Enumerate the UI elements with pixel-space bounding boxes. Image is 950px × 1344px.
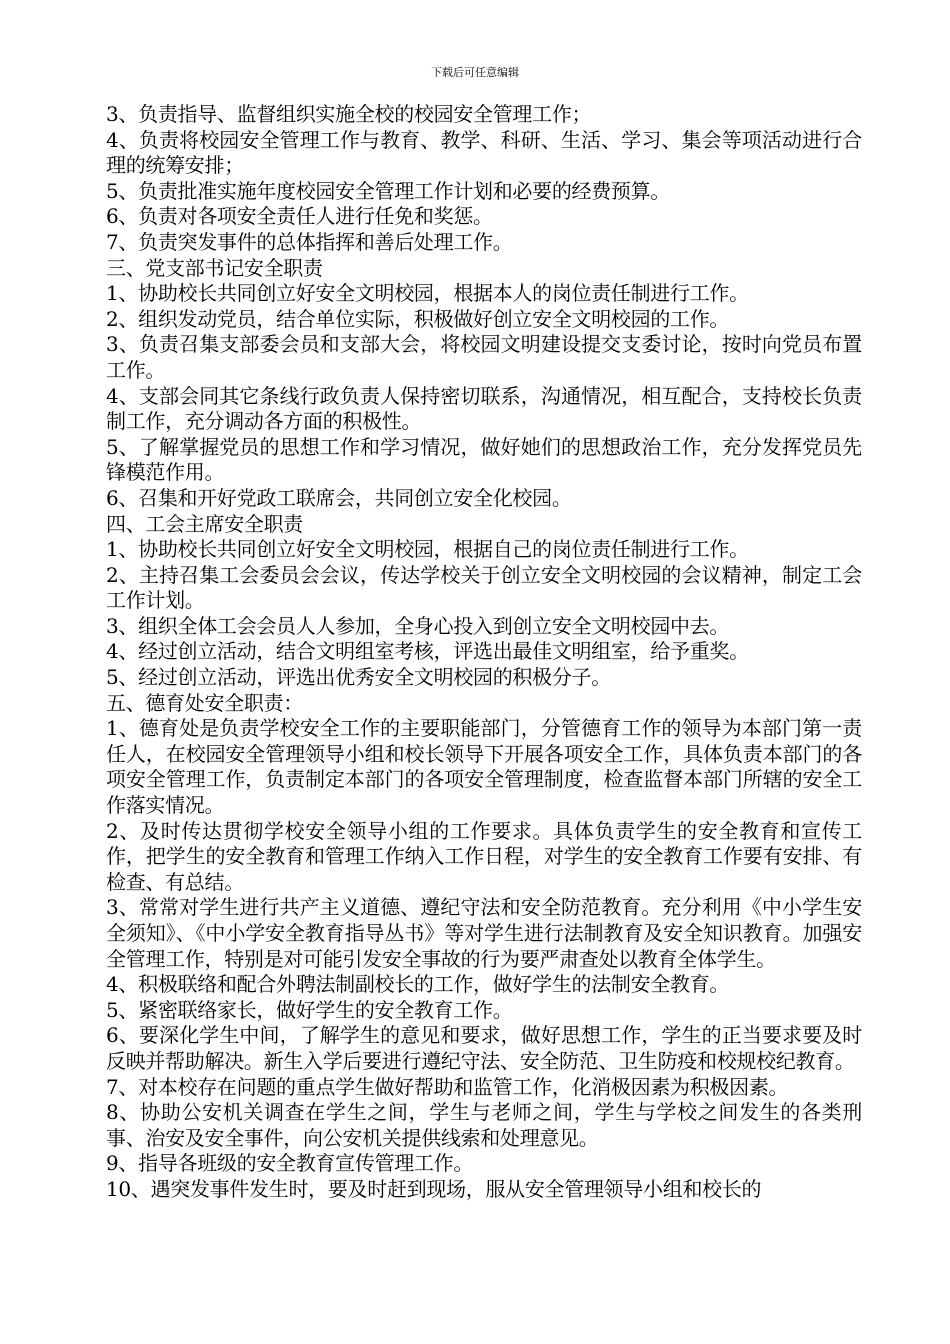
paragraph-union-1: 1、协助校长共同创立好安全文明校园，根据自己的岗位责任制进行工作。 — [106, 537, 749, 562]
section-heading-moral-education: 五、德育处安全职责： — [106, 690, 303, 715]
paragraph-moral-9: 9、指导各班级的安全教育宣传管理工作。 — [106, 1151, 474, 1176]
document-body — [106, 102, 862, 1203]
paragraph-moral-3: 3、常常对学生进行共产主义道德、遵纪守法和安全防范教育。充分利用《中小学生安全须知》、《中小学安全教育指导丛书》等对学生进行法制教育及安全知识教育。加强安全管理工作，特别是对可能引发安全事故的行为要严肃查处以教育全体学生。 — [106, 895, 862, 971]
paragraph-union-2: 2、主持召集工会委员会会议，传达学校关于创立安全文明校园的会议精神，制定工会工作计划。 — [106, 562, 862, 613]
paragraph-party-4: 4、支部会同其它条线行政负责人保持密切联系，沟通情况，相互配合，支持校长负责制工作，充分调动各方面的积极性。 — [106, 383, 862, 434]
paragraph-party-3: 3、负责召集支部委会员和支部大会，将校园文明建设提交支委讨论，按时向党员布置工作。 — [106, 332, 862, 382]
paragraph-union-5: 5、经过创立活动，评选出优秀安全文明校园的积极分子。 — [106, 665, 611, 690]
paragraph-duty-7: 7、负责突发事件的总体指挥和善后处理工作。 — [106, 229, 513, 254]
paragraph-moral-8: 8、协助公安机关调查在学生之间，学生与老师之间，学生与学校之间发生的各类刑事、治安及安全事件，向公安机关提供线索和处理意见。 — [106, 1100, 862, 1150]
paragraph-party-6: 6、召集和开好党政工联席会，共同创立安全化校园。 — [106, 485, 572, 510]
paragraph-party-5: 5、了解掌握党员的思想工作和学习情况，做好她们的思想政治工作，充分发挥党员先锋模范作用。 — [106, 434, 862, 485]
paragraph-duty-5: 5、负责批准实施年度校园安全管理工作计划和必要的经费预算。 — [106, 178, 671, 203]
paragraph-duty-3: 3、负责指导、监督组织实施全校的校园安全管理工作； — [106, 102, 592, 126]
paragraph-duty-6: 6、负责对各项安全责任人进行任免和奖惩。 — [106, 204, 493, 229]
paragraph-moral-4: 4、积极联络和配合外聘法制副校长的工作，做好学生的法制安全教育。 — [106, 972, 730, 997]
paragraph-moral-1: 1、德育处是负责学校安全工作的主要职能部门，分管德育工作的领导为本部门第一责任人，在校园安全管理领导小组和校长领导下开展各项安全工作，具体负责本部门的各项安全管理工作，负责制定本部门的各项安全管理制度，检查监督本部门所辖的安全工作落实情况。 — [106, 716, 862, 818]
section-heading-union-chair: 四、工会主席安全职责 — [106, 511, 303, 536]
paragraph-party-2: 2、组织发动党员，结合单位实际，积极做好创立安全文明校园的工作。 — [106, 306, 730, 331]
paragraph-party-1: 1、协助校长共同创立好安全文明校园，根据本人的岗位责任制进行工作。 — [106, 281, 749, 306]
paragraph-moral-7: 7、对本校存在问题的重点学生做好帮助和监管工作，化消极因素为积极因素。 — [106, 1074, 789, 1099]
paragraph-union-4: 4、经过创立活动，结合文明组室考核，评选出最佳文明组室，给予重奖。 — [106, 639, 749, 664]
paragraph-union-3: 3、组织全体工会会员人人参加，全身心投入到创立安全文明校园中去。 — [106, 613, 730, 638]
paragraph-duty-4: 4、负责将校园安全管理工作与教育、教学、科研、生活、学习、集会等项活动进行合理的统筹安排； — [106, 127, 862, 178]
paragraph-moral-2: 2、及时传达贯彻学校安全领导小组的工作要求。具体负责学生的安全教育和宣传工作，把学生的安全教育和管理工作纳入工作日程，对学生的安全教育工作要有安排、有检查、有总结。 — [106, 818, 862, 894]
page-header-note: 下载后可任意编辑 — [431, 66, 519, 79]
paragraph-moral-5: 5、紧密联络家长，做好学生的安全教育工作。 — [106, 997, 513, 1022]
paragraph-moral-10: 10、遇突发事件发生时，要及时赶到现场，服从安全管理领导小组和校长的 — [106, 1176, 762, 1201]
section-heading-party-secretary: 三、党支部书记安全职责 — [106, 255, 323, 280]
paragraph-moral-6: 6、要深化学生中间，了解学生的意见和要求，做好思想工作，学生的正当要求要及时反映并帮助解决。新生入学后要进行遵纪守法、安全防范、卫生防疫和校规校纪教育。 — [106, 1023, 862, 1073]
